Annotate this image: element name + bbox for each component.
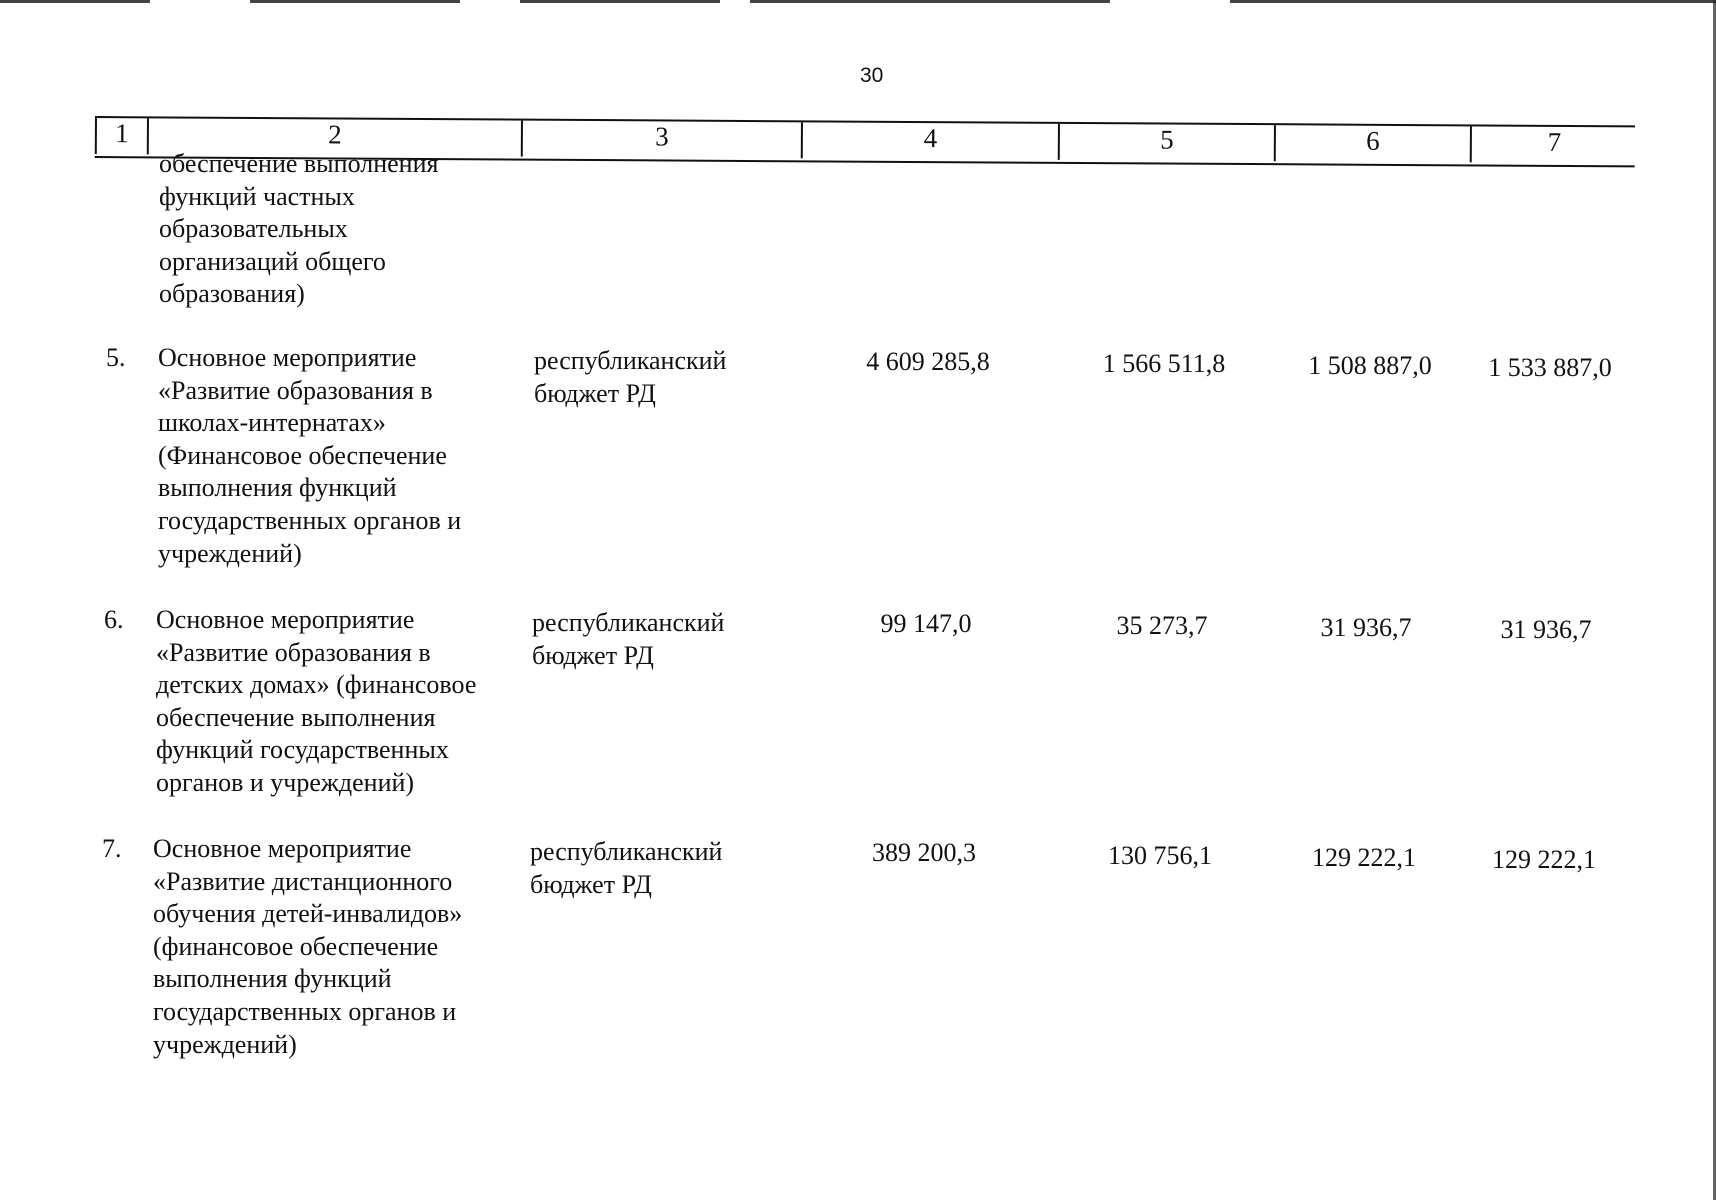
page-number: 30: [860, 64, 884, 87]
continuation-line: организаций общего: [159, 246, 386, 276]
row-col-6: 1 508 887,0: [1308, 351, 1432, 380]
header-col-4: 4: [801, 122, 1058, 160]
row-col-7: 129 222,1: [1492, 845, 1596, 874]
row-name-line: выполнения функций: [153, 964, 392, 994]
row-name-line: функций государственных: [156, 735, 449, 765]
row-name-line: детских домах» (финансовое: [156, 670, 477, 700]
row-col-4: 99 147,0: [880, 609, 972, 638]
row-source-line: бюджет РД: [534, 378, 656, 408]
row-col-6: 31 936,7: [1320, 613, 1412, 642]
row-name-line: выполнения функций: [158, 473, 397, 503]
continuation-line: обеспечение выполнения: [159, 149, 439, 178]
header-col-2: 2: [147, 118, 521, 156]
row-number: 5.: [106, 343, 126, 372]
row-name-line: органов и учреждений): [156, 767, 415, 797]
row-col-5: 130 756,1: [1108, 841, 1212, 870]
row-number: 6.: [104, 605, 124, 634]
row-number: 7.: [102, 834, 122, 863]
header-col-3: 3: [521, 121, 801, 159]
row-name-line: Основное мероприятие: [156, 605, 415, 634]
row-name-line: «Развитие образования в: [158, 375, 433, 405]
row-name-line: Основное мероприятие: [153, 834, 412, 863]
row-col-4: 389 200,3: [872, 838, 976, 867]
row-name-line: (финансовое обеспечение: [153, 931, 439, 961]
row-name-line: обучения детей-инвалидов»: [153, 899, 463, 929]
row-col-5: 35 273,7: [1116, 611, 1208, 640]
continuation-line: образовательных: [159, 214, 348, 244]
row-col-7: 31 936,7: [1500, 615, 1592, 644]
row-name-line: государственных органов и: [153, 996, 457, 1026]
row-source-line: республиканский: [532, 608, 725, 637]
scan-top-edge: [0, 0, 1716, 3]
row-name-line: Основное мероприятие: [158, 343, 417, 372]
continuation-line: функций частных: [159, 181, 355, 211]
row-name-line: государственных органов и: [158, 505, 462, 535]
row-source: [532, 607, 724, 672]
continuation-line: образования): [159, 279, 305, 309]
row-source-line: республиканский: [530, 837, 723, 866]
row-source: [530, 836, 722, 901]
row-name-line: учреждений): [158, 538, 302, 568]
row-source-line: республиканский: [534, 346, 727, 375]
continuation-text: [159, 148, 438, 311]
row-name-line: «Развитие образования в: [156, 637, 431, 667]
row-name: [156, 604, 476, 800]
header-col-5: 5: [1058, 124, 1274, 161]
row-name-line: обеспечение выполнения: [156, 702, 436, 732]
row-source-line: бюджет РД: [530, 869, 652, 899]
row-col-5: 1 566 511,8: [1102, 349, 1226, 378]
row-name: [153, 833, 462, 1061]
row-col-6: 129 222,1: [1312, 843, 1416, 872]
row-source-line: бюджет РД: [532, 640, 654, 670]
row-name-line: школах-интернатах»: [158, 408, 386, 438]
row-name-line: «Развитие дистанционного: [153, 866, 453, 896]
header-col-6: 6: [1274, 125, 1470, 162]
row-name: [158, 342, 461, 570]
row-source: [534, 345, 726, 410]
header-col-7: 7: [1470, 126, 1637, 163]
row-name-line: учреждений): [153, 1029, 297, 1059]
row-col-4: 4 609 285,8: [866, 347, 990, 376]
header-col-1: 1: [95, 118, 147, 154]
row-col-7: 1 533 887,0: [1488, 353, 1612, 382]
row-name-line: (Финансовое обеспечение: [158, 440, 447, 470]
